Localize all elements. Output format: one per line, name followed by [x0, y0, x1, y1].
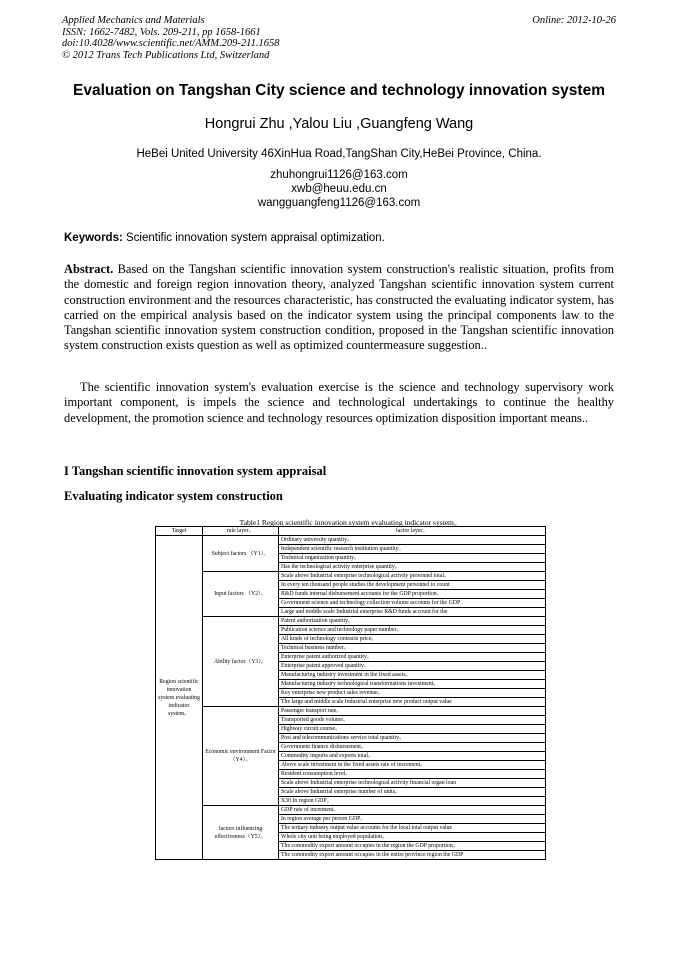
factor-cell: In every ten thousand people studies the development personnel to count	[279, 581, 546, 590]
keywords-text: Scientific innovation system appraisal optimization.	[126, 232, 385, 244]
table-row	[156, 707, 546, 716]
affiliation: HeBei United University 46XinHua Road,TangShan City,HeBei Province, China.	[136, 148, 542, 160]
target-cell: Region scientific innovation system evaluating indicator system。	[156, 536, 203, 860]
factor-cell: Technical organization quantity。	[279, 554, 546, 563]
table-row	[156, 617, 546, 626]
factor-cell: Manufacturing industry investment in the fixed assets。	[279, 671, 546, 680]
factor-cell: GDP rate of increment。	[279, 806, 546, 815]
table-row	[156, 536, 546, 545]
factor-cell: R&D funds internal disbursement accounts for the GDP proportion。	[279, 590, 546, 599]
rule-cell: Input factors （Y2）。	[203, 572, 279, 617]
abstract	[64, 262, 614, 354]
doi-line: doi:10.4028/www.scientific.net/AMM.209-211.1658	[62, 38, 280, 49]
factor-cell: Whole city unit being employed population。	[279, 833, 546, 842]
factor-cell: Independent scientific research institution quantity。	[279, 545, 546, 554]
factor-cell: All kinds of technology contracts price。	[279, 635, 546, 644]
factor-cell: Patent authorization quantity。	[279, 617, 546, 626]
col-header-factor: factor layer。	[279, 527, 546, 536]
rule-cell: Subject factors （Y1）。	[203, 536, 279, 572]
factor-cell: The commodity export amount occupies in the entire province region the GDP	[279, 851, 546, 860]
paper-title: Evaluation on Tangshan City science and technology innovation system	[73, 82, 605, 99]
factor-cell: The large and middle scale Industrial enterprise new product output value	[279, 698, 546, 707]
factor-cell: Scale above Industrial enterprise technological activity personnel total。	[279, 572, 546, 581]
factor-cell: Has the technological activity enterprise quantity。	[279, 563, 546, 572]
copyright-line: © 2012 Trans Tech Publications Ltd, Switzerland	[62, 49, 270, 61]
abstract-label: Abstract.	[64, 262, 114, 276]
rule-cell: Economic environment Factor（Y4）。	[203, 707, 279, 806]
table-header-row	[156, 527, 546, 536]
factor-cell: Passenger transport rate。	[279, 707, 546, 716]
rule-cell: factors influencing effectiveness（Y5）。	[203, 806, 279, 860]
email-address: wangguangfeng1126@163.com	[257, 197, 421, 209]
factor-cell: Publication science and technology paper number。	[279, 626, 546, 635]
keywords-label: Keywords:	[64, 232, 123, 244]
factor-cell: Scale above Industrial enterprise number of units。	[279, 788, 546, 797]
table-caption: Table1 Region scientific innovation system evaluating indicator system。	[239, 518, 462, 527]
factor-cell: Post and telecommunications service total quantity。	[279, 734, 546, 743]
email-address: xwb@heuu.edu.cn	[291, 183, 387, 195]
factor-cell: Enterprise patent authorized quantity。	[279, 653, 546, 662]
journal-header	[62, 15, 616, 61]
factor-cell: Resident consumption level。	[279, 770, 546, 779]
factor-cell: Technical business number。	[279, 644, 546, 653]
keywords	[64, 232, 385, 244]
body-paragraph: The scientific innovation system's evaluation exercise is the science and technology supervisory work important component, is impels the science and technological undertakings to continue the healthy development, the promotion science and technology resources optimization disposition important means..	[64, 380, 614, 425]
table-row	[156, 572, 546, 581]
factor-cell: Key enterprise new product sales revenue。	[279, 689, 546, 698]
subsection-heading: Evaluating indicator system construction	[64, 489, 283, 503]
indicator-table	[155, 526, 546, 860]
factor-cell: Commodity imports and exports total。	[279, 752, 546, 761]
abstract-text: Based on the Tangshan scientific innovation system construction's realistic situation, profits from the domestic and foreign region innovation theory, analyzed Tangshan scientific innovation system current construction environment and the resources characteristic, has constructed the evaluating indicator system, has carried on the empirical analysis based on the indicator system using the principal components law to the Tangshan scientific innovation system construction condition, proposed in the Tangshan scientific innovation system construction exists question as well as optimized countermeasure suggestion..	[64, 262, 614, 353]
factor-cell: The commodity export amount occupies in the region the GDP proportion。	[279, 842, 546, 851]
factor-cell: Government finance disbursement。	[279, 743, 546, 752]
section-heading: I Tangshan scientific innovation system appraisal	[64, 464, 327, 478]
factor-cell: Highway circuit course。	[279, 725, 546, 734]
journal-name: Applied Mechanics and Materials	[62, 15, 205, 26]
col-header-rule: rule layer。	[203, 527, 279, 536]
email-list	[0, 168, 678, 210]
factor-cell: Enterprise patent approved quantity。	[279, 662, 546, 671]
issn-line: ISSN: 1662-7482, Vols. 209-211, pp 1658-1661	[62, 26, 261, 38]
table-row	[156, 806, 546, 815]
factor-cell: Scale above Industrial enterprise technological activity financial organ loan	[279, 779, 546, 788]
col-header-target: Target	[156, 527, 203, 536]
email-address: zhuhongrui1126@163.com	[270, 169, 408, 181]
factor-cell: Large and middle scale Industrial enterprise R&D funds account for the	[279, 608, 546, 617]
factor-cell: In region average per person GDP。	[279, 815, 546, 824]
factor-cell: Above scale investment in the fixed assets rate of increment。	[279, 761, 546, 770]
rule-cell: Ability factor（Y3）。	[203, 617, 279, 707]
factor-cell: Manufacturing industry technological transformations investment。	[279, 680, 546, 689]
factor-cell: Ordinary university quantity。	[279, 536, 546, 545]
factor-cell: X30 In region GDP。	[279, 797, 546, 806]
factor-cell: The tertiary industry output value accounts for the local total output value	[279, 824, 546, 833]
online-date: Online: 2012-10-26	[532, 15, 616, 26]
factor-cell: Government science and technology collection volume accounts for the GDP	[279, 599, 546, 608]
factor-cell: Transported goods volume。	[279, 716, 546, 725]
author-list: Hongrui Zhu ,Yalou Liu ,Guangfeng Wang	[204, 116, 474, 132]
